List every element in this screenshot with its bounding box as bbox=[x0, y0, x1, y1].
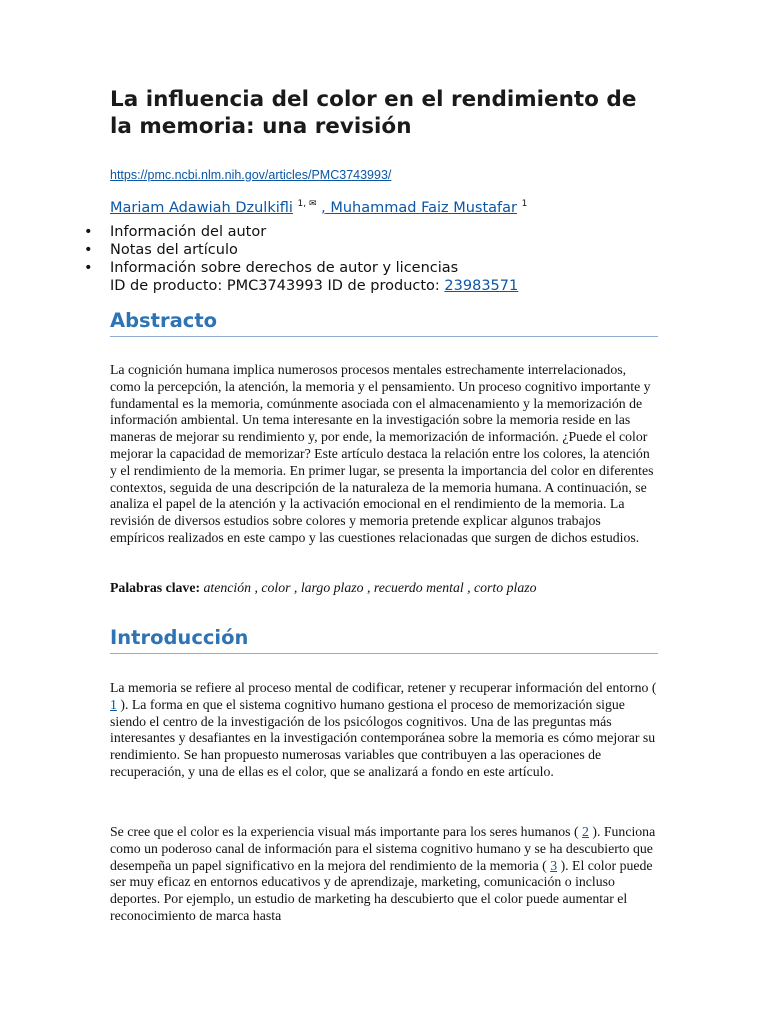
article-info-list bbox=[84, 223, 458, 277]
author-affiliation-2: 1 bbox=[521, 199, 528, 209]
pmid-link[interactable]: 23983571 bbox=[444, 278, 519, 294]
intro-p2-text-b: ). Funciona como un poderoso canal de información para el sistema cognitivo humano y se ha descubierto que desempeña un papel significativo en la mejora del rendimiento de la memoria ( bbox=[110, 824, 656, 873]
bullet-icon: • bbox=[84, 260, 93, 276]
reference-link-3[interactable]: 3 bbox=[550, 857, 558, 873]
intro-paragraph-1 bbox=[110, 680, 658, 781]
author-separator: , bbox=[321, 199, 326, 216]
author-affiliation-1: 1, ✉ bbox=[297, 199, 317, 209]
keywords-line bbox=[110, 580, 658, 597]
article-title: La influencia del color en el rendimiento de la memoria: una revisión bbox=[110, 87, 637, 139]
article-url-link[interactable]: https://pmc.ncbi.nlm.nih.gov/articles/PMC3743993/ bbox=[110, 168, 392, 182]
bullet-icon: • bbox=[84, 224, 93, 240]
article-ids-text: ID de producto: PMC3743993 ID de producto: bbox=[110, 278, 440, 294]
article-url bbox=[110, 168, 658, 182]
abstract-text: La cognición humana implica numerosos procesos mentales estrechamente interrelacionados, como la percepción, la atención, la memoria y el pensamiento. Un proceso cognitivo importante y fundamental es la memoria, comúnmente asociada con el almacenamiento y la memorización de información ambiental. Un tema interesante en la investigación sobre la memoria reside en las maneras de mejorar su rendimiento y, por ende, la memorización de información. ¿Puede el color mejorar la capacidad de memorizar? Este artículo destaca la relación entre los colores, la atención y el rendimiento de la memoria. En primer lugar, se presenta la importancia del color en diferentes contextos, seguida de una descripción de la naturaleza de la memoria humana. A continuación, se analiza el papel de la atención y la activación emocional en el rendimiento de la memoria. La revisión de diversos estudios sobre colores y memoria pretende explicar algunos trabajos empíricos realizados en este campo y las cuestiones relacionadas que surgen de dichos estudios. bbox=[110, 362, 654, 545]
intro-p1-text-a: La memoria se refiere al proceso mental de codificar, retener y recuperar información del entorno ( bbox=[110, 680, 657, 695]
author-link-1[interactable]: Mariam Adawiah Dzulkifli bbox=[110, 199, 293, 216]
author-link-2[interactable] bbox=[321, 200, 517, 216]
info-item-notes: Notas del artículo bbox=[110, 242, 238, 258]
author-name-2: Muhammad Faiz Mustafar bbox=[330, 199, 518, 216]
info-item-author: Información del autor bbox=[110, 224, 267, 240]
bullet-icon: • bbox=[84, 242, 93, 258]
intro-paragraph-2 bbox=[110, 824, 658, 925]
keywords-list: atención , color , largo plazo , recuerdo mental , corto plazo bbox=[203, 580, 537, 595]
list-item[interactable] bbox=[84, 241, 458, 259]
keywords-label: Palabras clave: bbox=[110, 580, 201, 595]
author-list bbox=[110, 194, 658, 218]
list-item[interactable] bbox=[84, 259, 458, 277]
info-item-copyright: Información sobre derechos de autor y licencias bbox=[110, 260, 459, 276]
article-ids bbox=[110, 277, 518, 295]
abstract-heading: Abstracto bbox=[110, 309, 658, 337]
intro-p2-text-c: ). El color puede ser muy eficaz en entornos educativos y de aprendizaje, marketing, comunicación o incluso deportes. Por ejemplo, un estudio de marketing ha descubierto que el color puede aumentar el reconocimiento de marca hasta bbox=[110, 857, 653, 923]
intro-p1-text-b: ). La forma en que el sistema cognitivo humano gestiona el proceso de memorización sigue siendo el centro de la investigación de los psicólogos cognitivos. Una de las preguntas más interesantes y desafiantes en la investigación contemporánea sobre la memoria es cómo mejorar su rendimiento. Se han propuesto numerosas variables que contribuyen a las operaciones de recuperación, y una de ellas es el color, que se analizará a fondo en este artículo. bbox=[110, 696, 656, 779]
intro-p2-text-a: Se cree que el color es la experiencia visual más importante para los seres humanos ( bbox=[110, 824, 579, 839]
list-item[interactable] bbox=[84, 223, 458, 241]
introduction-heading: Introducción bbox=[110, 626, 658, 654]
reference-link-1[interactable]: 1 bbox=[110, 696, 117, 712]
reference-link-2[interactable]: 2 bbox=[582, 824, 589, 839]
